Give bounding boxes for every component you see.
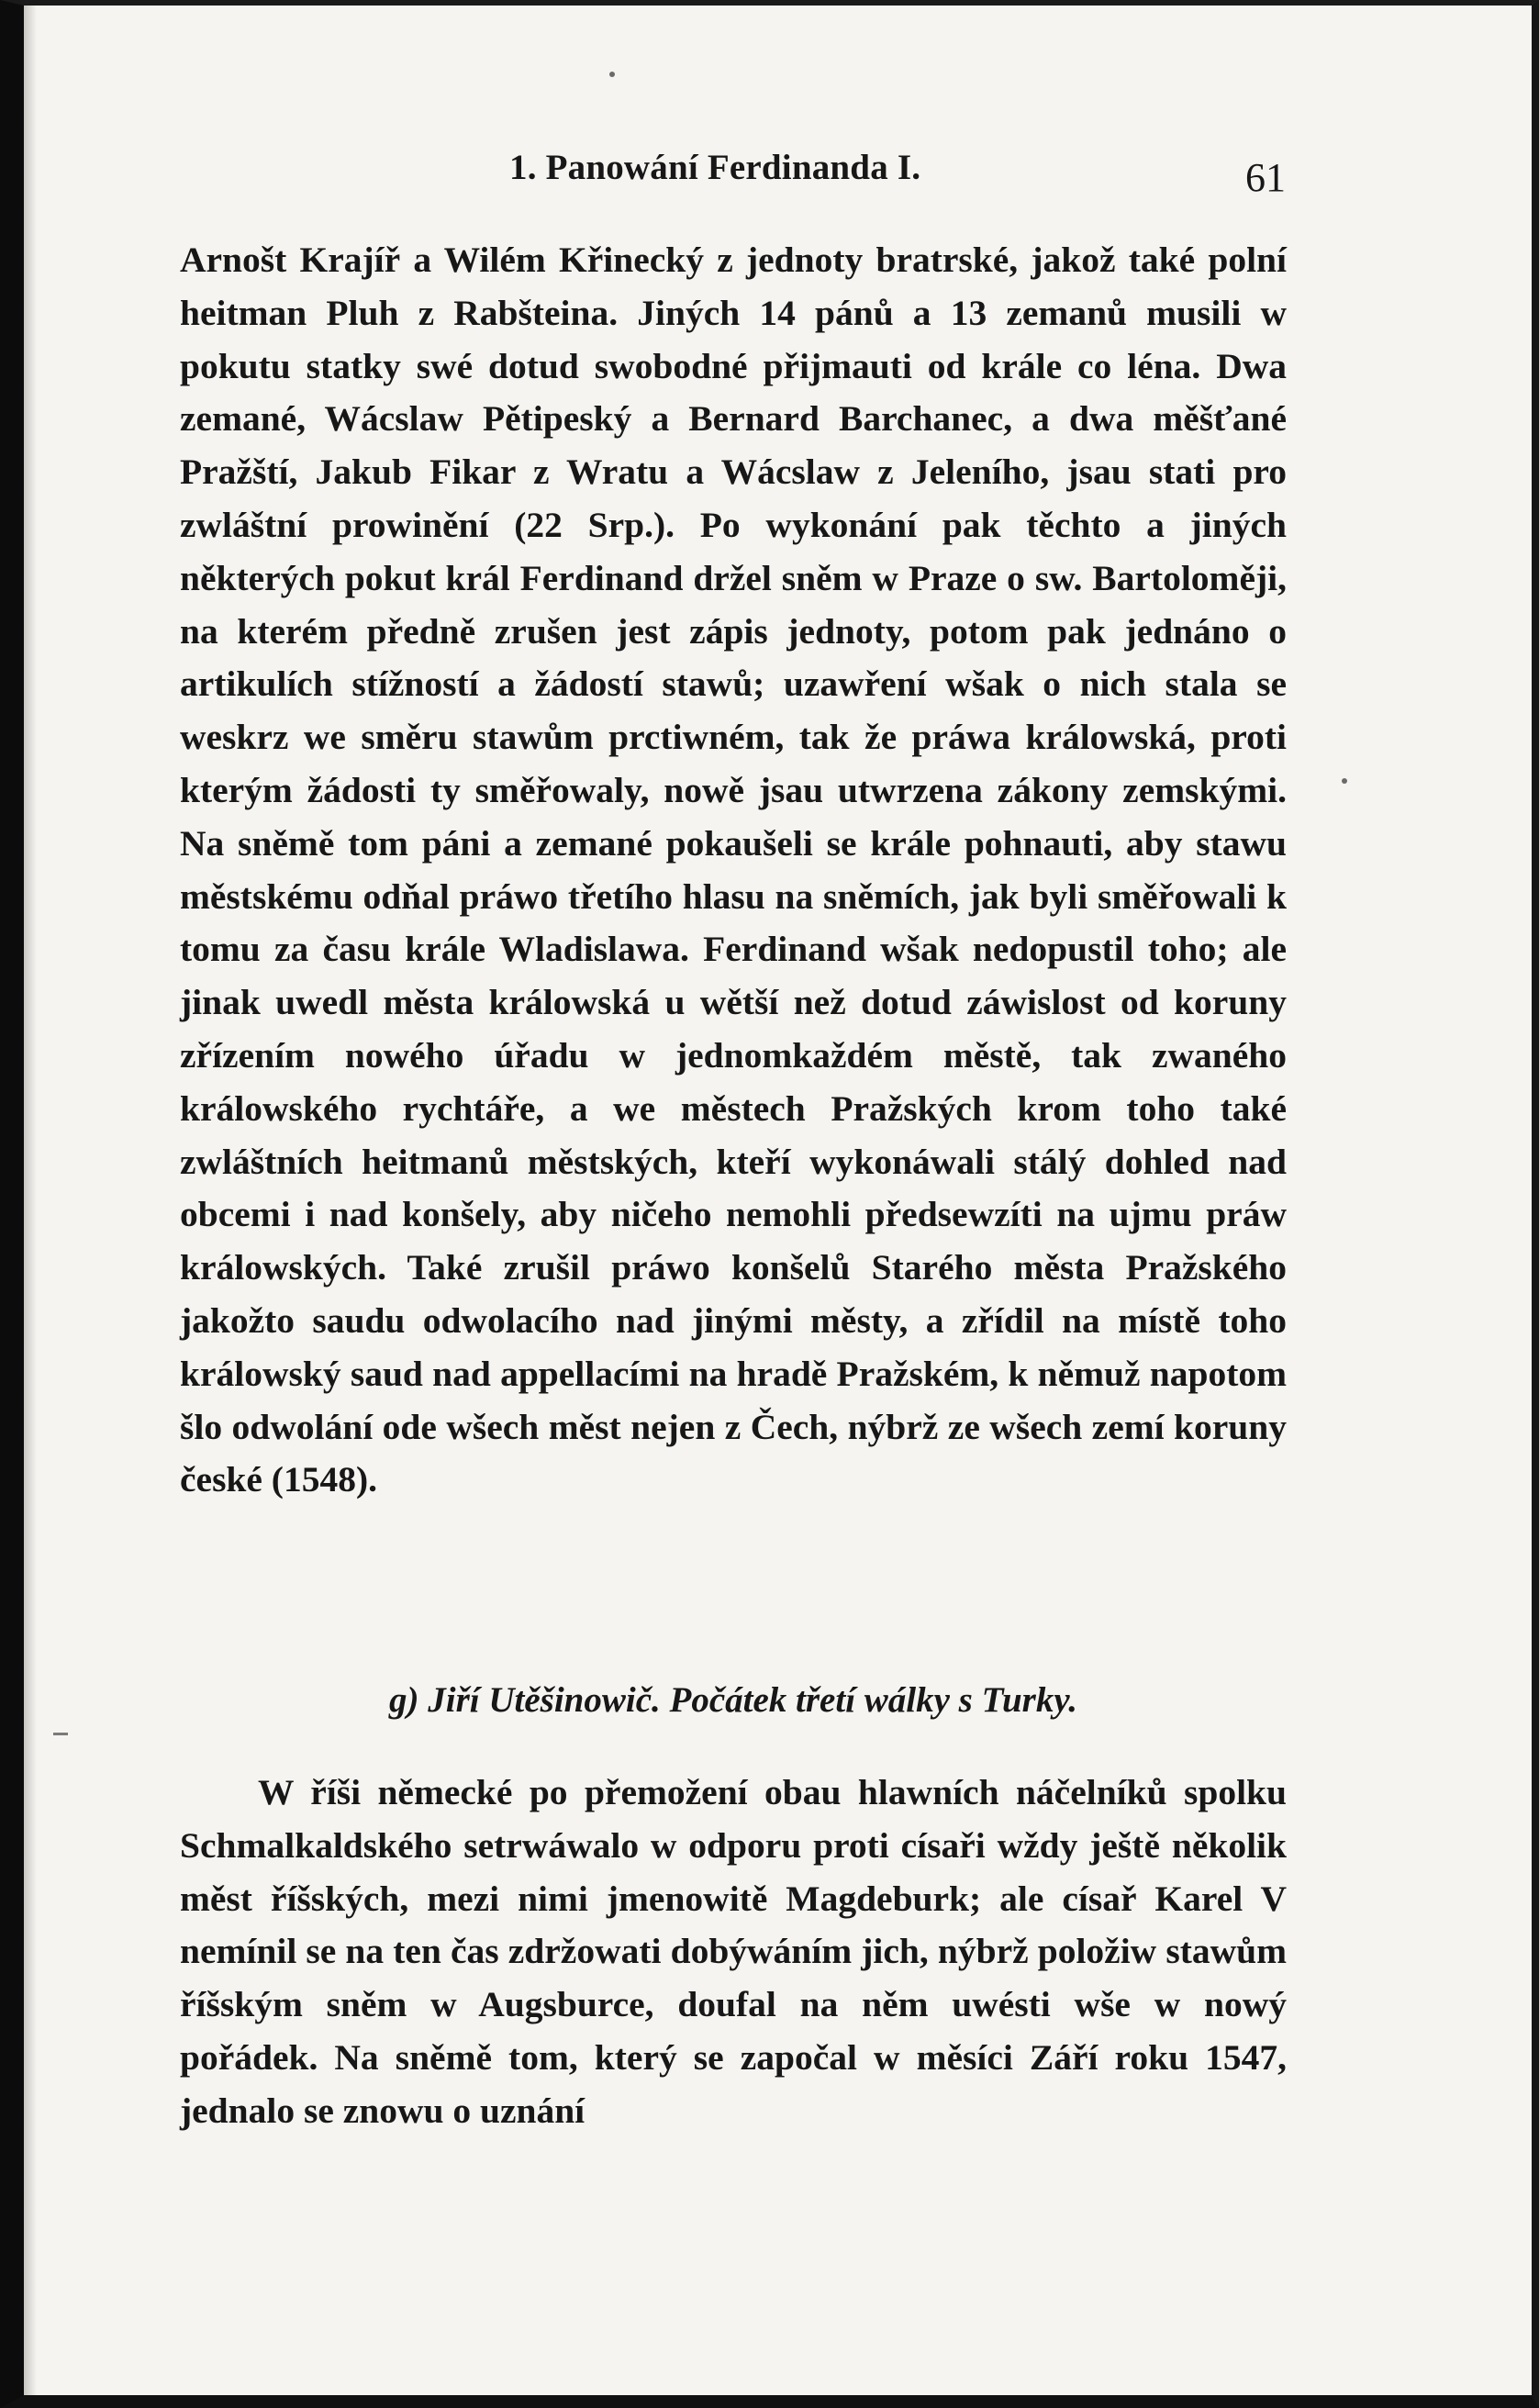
running-header-title: 1. Panowání Ferdinanda I. (509, 148, 921, 187)
page-number: 61 (1245, 155, 1286, 200)
body-paragraph-1: Arnošt Krajíř a Wilém Křinecký z jednoty bratrské, jakož také polní heitman Pluh z Rabšteina. Jiných 14 pánů a 13 zemanů musili w pokutu statky swé dotud swobodné přijmauti od krále co léna. Dwa zemané, Wácslaw Pětipeský a Bernard Barchanec, a dwa měšťané Pražští, Jakub Fikar z Wratu a Wácslaw z Jeleního, jsau stati pro zwláštní prowinění (22 Srp.). Po wykonání pak těchto a jiných některých pokut král Ferdinand držel sněm w Praze o sw. Bartoloměji, na kterém předně zrušen jest zápis jednoty, potom pak jednáno o artikulích stížností a žádostí stawů; uzawření wšak o nich stala se weskrz we směru stawům prctiwném, tak že práwa králowská, proti kterým žádosti ty směřowaly, nowě jsau utwrzena zákony zemskými. Na sněmě tom páni a zemané pokaušeli se krále pohnauti, aby stawu městskému odňal práwo třetího hlasu na sněmích, jak byli směřowali k tomu za času krále Wladislawa. Ferdinand wšak nedopustil toho; ale jinak uwedl města králowská u wětší než dotud záwislost od koruny zřízením nowého úřadu w jednomkaždém městě, tak zwaného králowského rychtáře, a we městech Pražských krom toho také zwláštních heitmanů městských, kteří wykonáwali stálý dohled nad obcemi i nad konšely, aby ničeho nemohli předsewzíti na ujmu práw králowských. Také zrušil práwo konšelů Starého města Pražského jakožto saudu odwolacího nad jinými městy, a zřídil na místě toho králowský saud nad appellacími na hradě Pražském, k němuž napotom šlo odwolání ode wšech měst nejen z Čech, nýbrž ze wšech zemí koruny české (1548). (180, 240, 1287, 1500)
body-paragraph-2: W říši německé po přemožení obau hlawních náčelníků spolku Schmalkaldského setrwáwalo w odporu proti císaři wždy ještě několik měst říšských, mezi nimi jmenowitě Magdeburk; ale císař Karel V nemínil se na ten čas zdržowati dobýwáním jich, nýbrž položiw stawům říšským sněm w Augsburce, doufal na něm uwésti wše w nowý pořádek. Na sněmě tom, který se započal w měsíci Září roku 1547, jednalo se znowu o uznání (180, 1772, 1287, 2131)
speck-mark (609, 72, 615, 77)
section-heading: g) Jiří Utěšinowič. Počátek třetí wálky s Turky. (389, 1680, 1077, 1720)
margin-dash-mark (53, 1733, 68, 1735)
speck-mark (1342, 778, 1347, 784)
gutter-shadow (24, 6, 37, 2395)
